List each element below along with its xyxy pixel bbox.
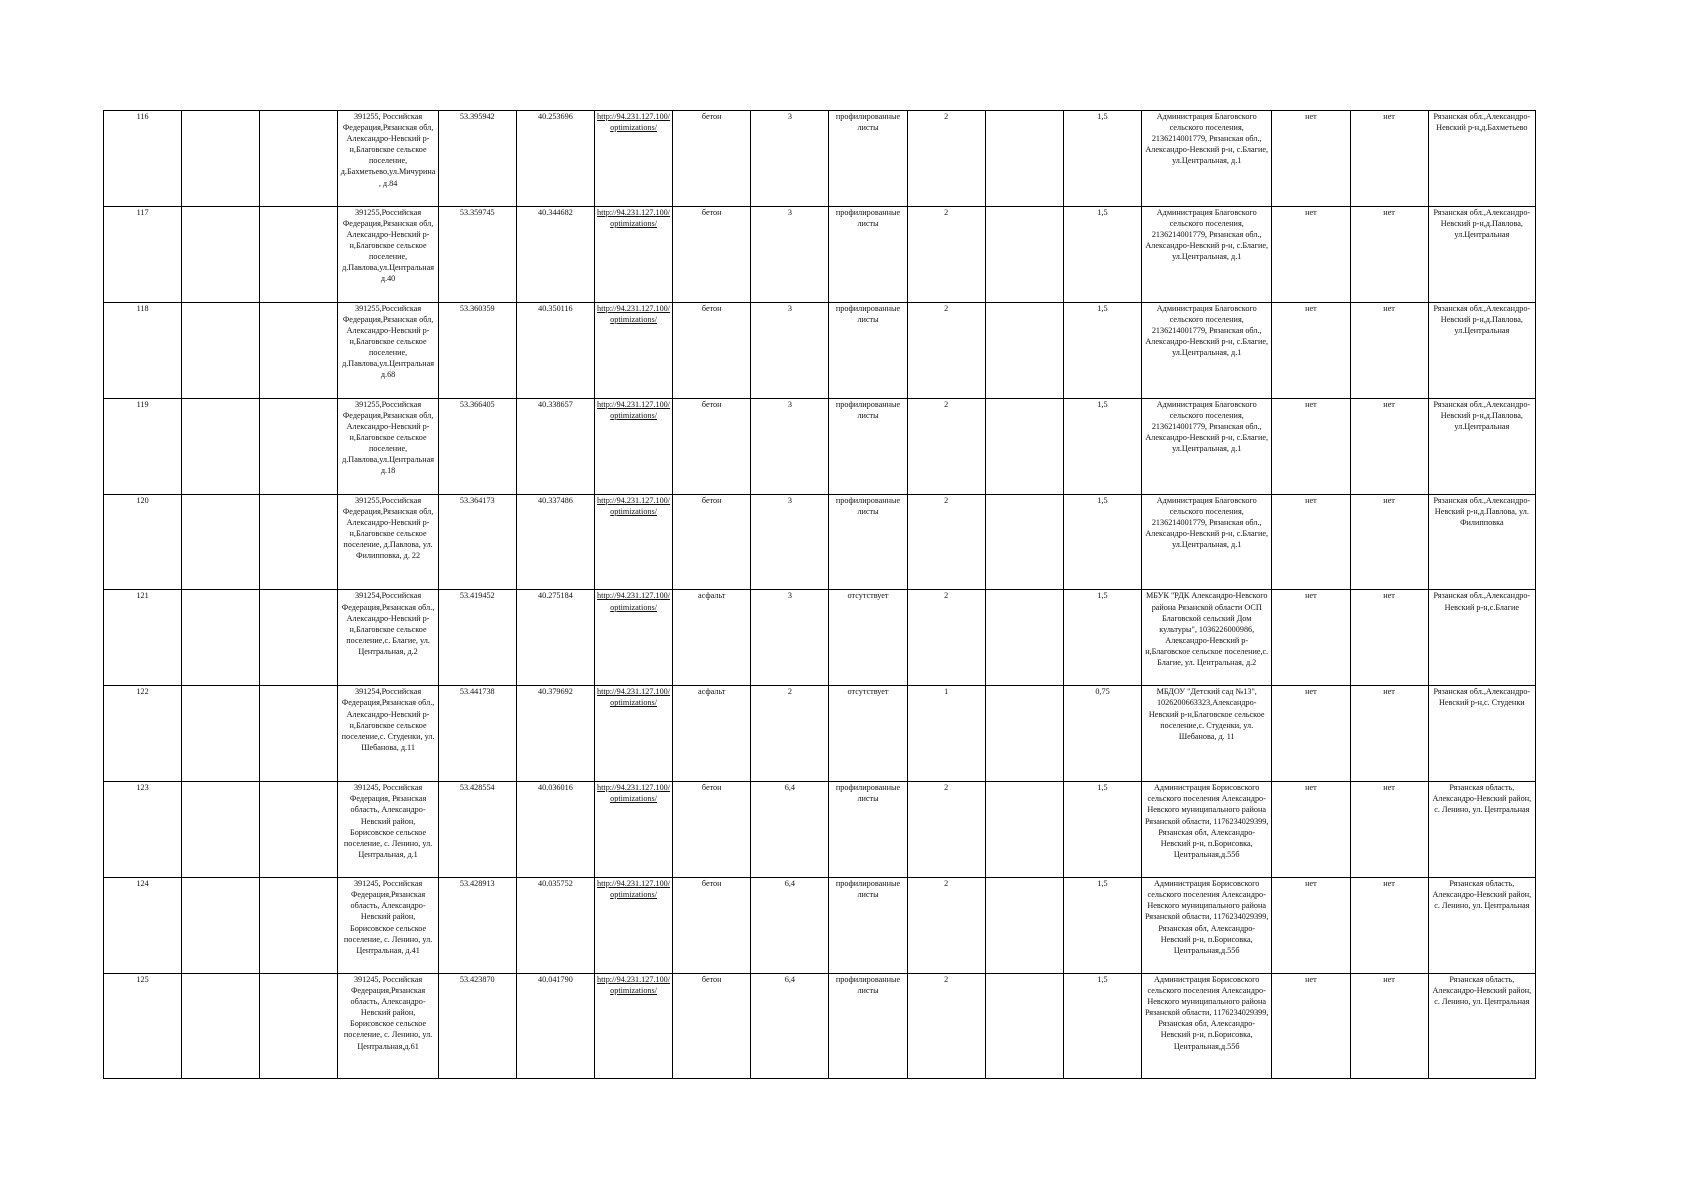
longitude-cell: 40.344682 — [516, 206, 594, 302]
longitude-cell: 40.337486 — [516, 494, 594, 590]
containers-cell: 2 — [907, 494, 985, 590]
map-link[interactable] — [594, 782, 672, 878]
map-link-text[interactable]: http://94.231.127.100/optimizations/ — [597, 303, 671, 324]
fence-cell: профилированные листы — [829, 111, 907, 207]
surface-cell: бетон — [673, 398, 751, 494]
waste-type-cell: нет — [1350, 686, 1428, 782]
area-cell: 3 — [751, 206, 829, 302]
empty-cell — [182, 494, 260, 590]
waste-type-cell: нет — [1350, 590, 1428, 686]
longitude-cell: 40.350116 — [516, 302, 594, 398]
longitude-cell: 40.036016 — [516, 782, 594, 878]
empty-cell — [260, 111, 338, 207]
longitude-cell: 40.253696 — [516, 111, 594, 207]
fence-cell: профилированные листы — [829, 494, 907, 590]
fence-cell: профилированные листы — [829, 206, 907, 302]
surface-cell: бетон — [673, 782, 751, 878]
row-number: 123 — [104, 782, 182, 878]
registry-table — [103, 110, 1536, 1079]
empty-cell — [260, 878, 338, 974]
surface-cell: асфальт — [673, 590, 751, 686]
row-number: 117 — [104, 206, 182, 302]
map-link-text[interactable]: http://94.231.127.100/optimizations/ — [597, 687, 671, 708]
empty-cell — [260, 974, 338, 1079]
source-cell: Рязанская обл.,Александро-Невский р-н,с.Благие — [1428, 590, 1535, 686]
containers-cell: 2 — [907, 974, 985, 1079]
address-cell: 391255, Российская Федерация,Рязанская обл, Александро-Невский р-н,Благовское сельское поселение, д.Бахметьево,ул.Мичурина, д.84 — [338, 111, 438, 207]
waste-type-cell: нет — [1350, 302, 1428, 398]
latitude-cell: 53.423870 — [438, 974, 516, 1079]
containers-cell: 2 — [907, 590, 985, 686]
fence-cell: отсутствует — [829, 686, 907, 782]
fence-cell: профилированные листы — [829, 302, 907, 398]
waste-type-cell: нет — [1350, 878, 1428, 974]
containers-cell: 1 — [907, 686, 985, 782]
separate-collection-cell: нет — [1272, 878, 1350, 974]
surface-cell: бетон — [673, 878, 751, 974]
source-cell: Рязанская обл.,Александро-Невский р-н,д.Бахметьево — [1428, 111, 1535, 207]
containers-cell: 2 — [907, 398, 985, 494]
separate-collection-cell: нет — [1272, 974, 1350, 1079]
table-body — [104, 111, 1536, 1079]
surface-cell: бетон — [673, 302, 751, 398]
latitude-cell: 53.359745 — [438, 206, 516, 302]
empty-cell — [182, 974, 260, 1079]
map-link[interactable] — [594, 398, 672, 494]
volume-cell: 1,5 — [1063, 111, 1141, 207]
table-row — [104, 206, 1536, 302]
map-link-text[interactable]: http://94.231.127.100/optimizations/ — [597, 399, 671, 420]
empty-cell — [182, 782, 260, 878]
volume-cell: 1,5 — [1063, 206, 1141, 302]
waste-type-cell: нет — [1350, 974, 1428, 1079]
source-cell: Рязанская обл.,Александро-Невский р-н,с. Студенки — [1428, 686, 1535, 782]
waste-type-cell: нет — [1350, 782, 1428, 878]
map-link-text[interactable]: http://94.231.127.100/optimizations/ — [597, 207, 671, 228]
address-cell: 391254,Российская Федерация,Рязанская обл., Александро-Невский р-н,Благовское сельское поселение,с. Студенки, ул. Шебанова, д.11 — [338, 686, 438, 782]
longitude-cell: 40.275184 — [516, 590, 594, 686]
waste-type-cell: нет — [1350, 206, 1428, 302]
owner-cell: Администрация Борисовского сельского поселения Александро-Невского муниципального района Рязанской области, 1176234029399, Рязанская обл, Александро-Невский р-н, п.Борисовка, Центральная,д.55б — [1142, 878, 1272, 974]
volume-cell: 1,5 — [1063, 974, 1141, 1079]
table-row — [104, 494, 1536, 590]
map-link-text[interactable]: http://94.231.127.100/optimizations/ — [597, 495, 671, 516]
empty-cell — [985, 398, 1063, 494]
address-cell: 391255,Российская Федерация,Рязанская обл, Александро-Невский р-н,Благовское сельское поселение, д.Павлова,ул.Центральная д.40 — [338, 206, 438, 302]
map-link[interactable] — [594, 974, 672, 1079]
empty-cell — [182, 398, 260, 494]
source-cell: Рязанская область, Александро-Невский район, с. Ленино, ул. Центральная — [1428, 974, 1535, 1079]
table-row — [104, 782, 1536, 878]
volume-cell: 1,5 — [1063, 782, 1141, 878]
table-row — [104, 974, 1536, 1079]
empty-cell — [985, 494, 1063, 590]
separate-collection-cell: нет — [1272, 590, 1350, 686]
latitude-cell: 53.419452 — [438, 590, 516, 686]
map-link[interactable] — [594, 878, 672, 974]
owner-cell: Администрация Борисовского сельского поселения Александро-Невского муниципального района Рязанской области, 1176234029399, Рязанская обл, Александро-Невский р-н, п.Борисовка, Центральная,д.55б — [1142, 782, 1272, 878]
separate-collection-cell: нет — [1272, 111, 1350, 207]
fence-cell: профилированные листы — [829, 398, 907, 494]
address-cell: 391255,Российская Федерация,Рязанская обл, Александро-Невский р-н,Благовское сельское поселение, д.Павлова,ул.Центральная д.68 — [338, 302, 438, 398]
fence-cell: отсутствует — [829, 590, 907, 686]
fence-cell: профилированные листы — [829, 878, 907, 974]
empty-cell — [985, 111, 1063, 207]
owner-cell: Администрация Благовского сельского поселения, 2136214001779, Рязанская обл., Александро-Невский р-н, с.Благие, ул.Центральная, д.1 — [1142, 111, 1272, 207]
address-cell: 391255,Российская Федерация,Рязанская обл, Александро-Невский р-н,Благовское сельское поселение, д.Павлова,ул.Центральная д.18 — [338, 398, 438, 494]
surface-cell: бетон — [673, 111, 751, 207]
table-row — [104, 878, 1536, 974]
volume-cell: 0,75 — [1063, 686, 1141, 782]
longitude-cell: 40.379692 — [516, 686, 594, 782]
owner-cell: МБУК "РДК Александро-Невского района Рязанской области ОСП Благовской сельский Дом культуры", 1036226000986, Александро-Невский р-н,Благовское сельское поселение,с. Благие, ул. Центральная, д.2 — [1142, 590, 1272, 686]
separate-collection-cell: нет — [1272, 494, 1350, 590]
containers-cell: 2 — [907, 206, 985, 302]
separate-collection-cell: нет — [1272, 206, 1350, 302]
volume-cell: 1,5 — [1063, 878, 1141, 974]
empty-cell — [260, 494, 338, 590]
map-link[interactable] — [594, 686, 672, 782]
latitude-cell: 53.428554 — [438, 782, 516, 878]
empty-cell — [182, 590, 260, 686]
table-row — [104, 302, 1536, 398]
waste-type-cell: нет — [1350, 111, 1428, 207]
empty-cell — [182, 111, 260, 207]
volume-cell: 1,5 — [1063, 590, 1141, 686]
row-number: 122 — [104, 686, 182, 782]
owner-cell: Администрация Благовского сельского поселения, 2136214001779, Рязанская обл., Александро-Невский р-н, с.Благие, ул.Центральная, д.1 — [1142, 494, 1272, 590]
area-cell: 3 — [751, 302, 829, 398]
empty-cell — [985, 878, 1063, 974]
map-link-text[interactable]: http://94.231.127.100/optimizations/ — [597, 879, 671, 900]
area-cell: 3 — [751, 590, 829, 686]
map-link-text[interactable]: http://94.231.127.100/optimizations/ — [597, 783, 671, 804]
area-cell: 2 — [751, 686, 829, 782]
surface-cell: бетон — [673, 494, 751, 590]
waste-type-cell: нет — [1350, 398, 1428, 494]
surface-cell: бетон — [673, 206, 751, 302]
containers-cell: 2 — [907, 782, 985, 878]
table-row — [104, 111, 1536, 207]
owner-cell: Администрация Благовского сельского поселения, 2136214001779, Рязанская обл., Александро-Невский р-н, с.Благие, ул.Центральная, д.1 — [1142, 398, 1272, 494]
empty-cell — [260, 206, 338, 302]
owner-cell: Администрация Благовского сельского поселения, 2136214001779, Рязанская обл., Александро-Невский р-н, с.Благие, ул.Центральная, д.1 — [1142, 206, 1272, 302]
row-number: 121 — [104, 590, 182, 686]
address-cell: 391245, Российская Федерация, Рязанская область, Александро-Невский район, Борисовское сельское поселение, с. Ленино, ул. Центральная, д.1 — [338, 782, 438, 878]
waste-type-cell: нет — [1350, 494, 1428, 590]
area-cell: 3 — [751, 398, 829, 494]
latitude-cell: 53.428913 — [438, 878, 516, 974]
longitude-cell: 40.035752 — [516, 878, 594, 974]
table-row — [104, 686, 1536, 782]
latitude-cell: 53.366405 — [438, 398, 516, 494]
map-link-text[interactable]: http://94.231.127.100/optimizations/ — [597, 591, 671, 612]
empty-cell — [985, 974, 1063, 1079]
row-number: 119 — [104, 398, 182, 494]
map-link[interactable] — [594, 111, 672, 207]
volume-cell: 1,5 — [1063, 302, 1141, 398]
map-link[interactable] — [594, 590, 672, 686]
row-number: 125 — [104, 974, 182, 1079]
row-number: 120 — [104, 494, 182, 590]
map-link[interactable] — [594, 494, 672, 590]
empty-cell — [260, 686, 338, 782]
empty-cell — [260, 302, 338, 398]
area-cell: 6,4 — [751, 974, 829, 1079]
empty-cell — [260, 398, 338, 494]
fence-cell: профилированные листы — [829, 974, 907, 1079]
empty-cell — [260, 782, 338, 878]
map-link-text[interactable]: http://94.231.127.100/optimizations/ — [597, 975, 671, 996]
table-row — [104, 398, 1536, 494]
fence-cell: профилированные листы — [829, 782, 907, 878]
volume-cell: 1,5 — [1063, 494, 1141, 590]
table-row — [104, 590, 1536, 686]
empty-cell — [985, 302, 1063, 398]
empty-cell — [260, 590, 338, 686]
empty-cell — [985, 782, 1063, 878]
row-number: 118 — [104, 302, 182, 398]
surface-cell: асфальт — [673, 686, 751, 782]
map-link[interactable] — [594, 206, 672, 302]
map-link[interactable] — [594, 302, 672, 398]
empty-cell — [985, 686, 1063, 782]
source-cell: Рязанская область, Александро-Невский район, с. Ленино, ул. Центральная — [1428, 782, 1535, 878]
containers-cell: 2 — [907, 302, 985, 398]
longitude-cell: 40.338657 — [516, 398, 594, 494]
latitude-cell: 53.360359 — [438, 302, 516, 398]
row-number: 116 — [104, 111, 182, 207]
containers-cell: 2 — [907, 878, 985, 974]
owner-cell: Администрация Борисовского сельского поселения Александро-Невского муниципального района Рязанской области, 1176234029399, Рязанская обл, Александро-Невский р-н, п.Борисовка, Центральная,д.55б — [1142, 974, 1272, 1079]
empty-cell — [182, 302, 260, 398]
empty-cell — [985, 590, 1063, 686]
area-cell: 3 — [751, 494, 829, 590]
area-cell: 6,4 — [751, 782, 829, 878]
separate-collection-cell: нет — [1272, 782, 1350, 878]
separate-collection-cell: нет — [1272, 686, 1350, 782]
empty-cell — [182, 878, 260, 974]
containers-cell: 2 — [907, 111, 985, 207]
owner-cell: МБДОУ "Детский сад №13", 1026200663323,Александро-Невский р-н,Благовское сельское поселение,с. Студенки, ул. Шебанова, д. 11 — [1142, 686, 1272, 782]
surface-cell: бетон — [673, 974, 751, 1079]
separate-collection-cell: нет — [1272, 302, 1350, 398]
separate-collection-cell: нет — [1272, 398, 1350, 494]
owner-cell: Администрация Благовского сельского поселения, 2136214001779, Рязанская обл., Александро-Невский р-н, с.Благие, ул.Центральная, д.1 — [1142, 302, 1272, 398]
source-cell: Рязанская область, Александро-Невский район, с. Ленино, ул. Центральная — [1428, 878, 1535, 974]
empty-cell — [182, 206, 260, 302]
source-cell: Рязанская обл.,Александро-Невский р-н,д.Павлова, ул. Филипповка — [1428, 494, 1535, 590]
source-cell: Рязанская обл.,Александро-Невский р-н,д.Павлова, ул.Центральная — [1428, 206, 1535, 302]
address-cell: 391245, Российская Федерация,Рязанская область, Александро-Невский район, Борисовское сельское поселение, с. Ленино, ул. Центральная,д.61 — [338, 974, 438, 1079]
row-number: 124 — [104, 878, 182, 974]
empty-cell — [985, 206, 1063, 302]
latitude-cell: 53.364173 — [438, 494, 516, 590]
map-link-text[interactable]: http://94.231.127.100/optimizations/ — [597, 112, 671, 133]
address-cell: 391245, Российская Федерация,Рязанская область, Александро-Невский район, Борисовское сельское поселение, с. Ленино, ул. Центральная, д.41 — [338, 878, 438, 974]
longitude-cell: 40.041790 — [516, 974, 594, 1079]
area-cell: 3 — [751, 111, 829, 207]
address-cell: 391254,Российская Федерация,Рязанская обл., Александро-Невский р-н,Благовское сельское поселение,с. Благие, ул. Центральная, д.2 — [338, 590, 438, 686]
source-cell: Рязанская обл.,Александро-Невский р-н,д.Павлова, ул.Центральная — [1428, 398, 1535, 494]
area-cell: 6,4 — [751, 878, 829, 974]
source-cell: Рязанская обл.,Александро-Невский р-н,д.Павлова, ул.Центральная — [1428, 302, 1535, 398]
latitude-cell: 53.395942 — [438, 111, 516, 207]
empty-cell — [182, 686, 260, 782]
latitude-cell: 53.441738 — [438, 686, 516, 782]
address-cell: 391255,Российская Федерация,Рязанская обл, Александро-Невский р-н,Благовское сельское поселение, д.Павлова, ул. Филипповка, д. 22 — [338, 494, 438, 590]
volume-cell: 1,5 — [1063, 398, 1141, 494]
